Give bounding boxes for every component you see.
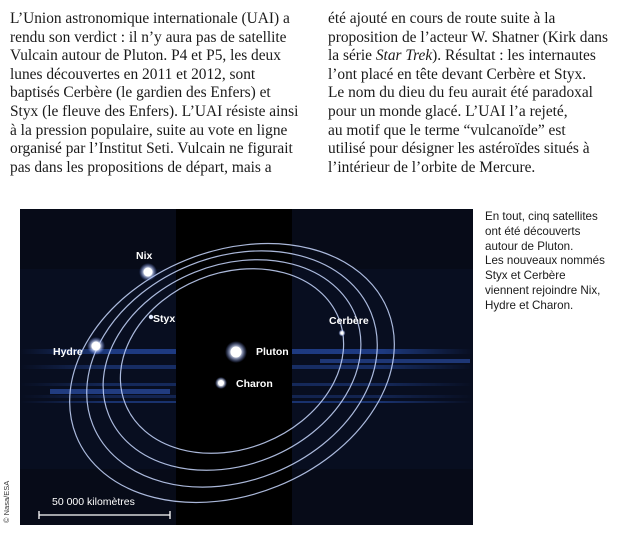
article-line: organisé par l’Institut Seti. Vulcain ne figurait	[10, 140, 293, 158]
label-pluton: Pluton	[256, 346, 289, 358]
article-line: lunes découvertes en 2011 et 2012, sont	[10, 65, 256, 83]
caption-line: autour de Pluton.	[485, 239, 574, 253]
article-line: Le nom du dieu du feu aurait été paradoxal	[328, 84, 593, 102]
article-line	[328, 47, 620, 66]
label-cerbere: Cerbère	[329, 315, 369, 327]
article-line: Vulcain autour de Pluton. P4 et P5, les deux	[10, 47, 281, 65]
article-line: au motif que le terme “vulcanoïde” est	[328, 121, 566, 139]
article-text: ). Résultat : les internautes	[432, 47, 596, 65]
pluto-system-image	[20, 209, 473, 525]
hydre-core	[92, 342, 101, 351]
article-line: rendu son verdict : il n’y aura pas de satellite	[10, 28, 287, 46]
pluton-core	[231, 347, 242, 358]
figure-caption	[485, 210, 625, 314]
scale-bar-label: 50 000 kilomètres	[52, 496, 135, 508]
article-line: à la pression populaire, suite au vote en ligne	[10, 121, 288, 139]
pluto-system-svg	[20, 209, 473, 525]
streak	[50, 389, 170, 394]
article-right-column	[328, 10, 620, 177]
center-dark-panel	[176, 209, 292, 525]
article-line: été ajouté en cours de route suite à la	[328, 10, 556, 27]
article-line: utilisé pour désigner les astéroïdes situés à	[328, 140, 590, 158]
article-line: l’intérieur de l’orbite de Mercure.	[328, 158, 536, 176]
caption-line: Hydre et Charon.	[485, 298, 574, 312]
series-title: Star Trek	[375, 47, 433, 65]
charon-core	[218, 380, 224, 386]
article-line: proposition de l’acteur W. Shatner (Kirk dans	[328, 28, 608, 46]
article-line: l’ont placé en tête devant Cerbère et Styx.	[328, 65, 587, 83]
label-hydre: Hydre	[53, 346, 83, 358]
caption-line: En tout, cinq satellites	[485, 210, 598, 223]
cerbere-core	[340, 331, 343, 334]
label-nix: Nix	[136, 250, 153, 262]
article-text: la série	[328, 47, 376, 65]
label-charon: Charon	[236, 378, 273, 390]
caption-line: Styx et Cerbère	[485, 269, 566, 283]
caption-line: Les nouveaux nommés	[485, 254, 605, 268]
article-line: pas dans les propositions de départ, mais a	[10, 158, 272, 176]
nix-core	[144, 268, 153, 277]
article-line: baptisés Cerbère (le gardien des Enfers) et	[10, 84, 271, 102]
article-line: L’Union astronomique internationale (UAI) a	[10, 10, 290, 27]
article-line: Styx (le fleuve des Enfers). L’UAI résiste ainsi	[10, 102, 299, 120]
photo-credit: © Nasa/ESA	[2, 480, 11, 523]
caption-line: viennent rejoindre Nix,	[485, 283, 601, 297]
caption-line: ont été découverts	[485, 224, 581, 238]
label-styx: Styx	[153, 313, 176, 325]
article-line: pour un monde glacé. L’UAI l’a rejeté,	[328, 102, 568, 120]
article-left-column	[10, 10, 310, 177]
